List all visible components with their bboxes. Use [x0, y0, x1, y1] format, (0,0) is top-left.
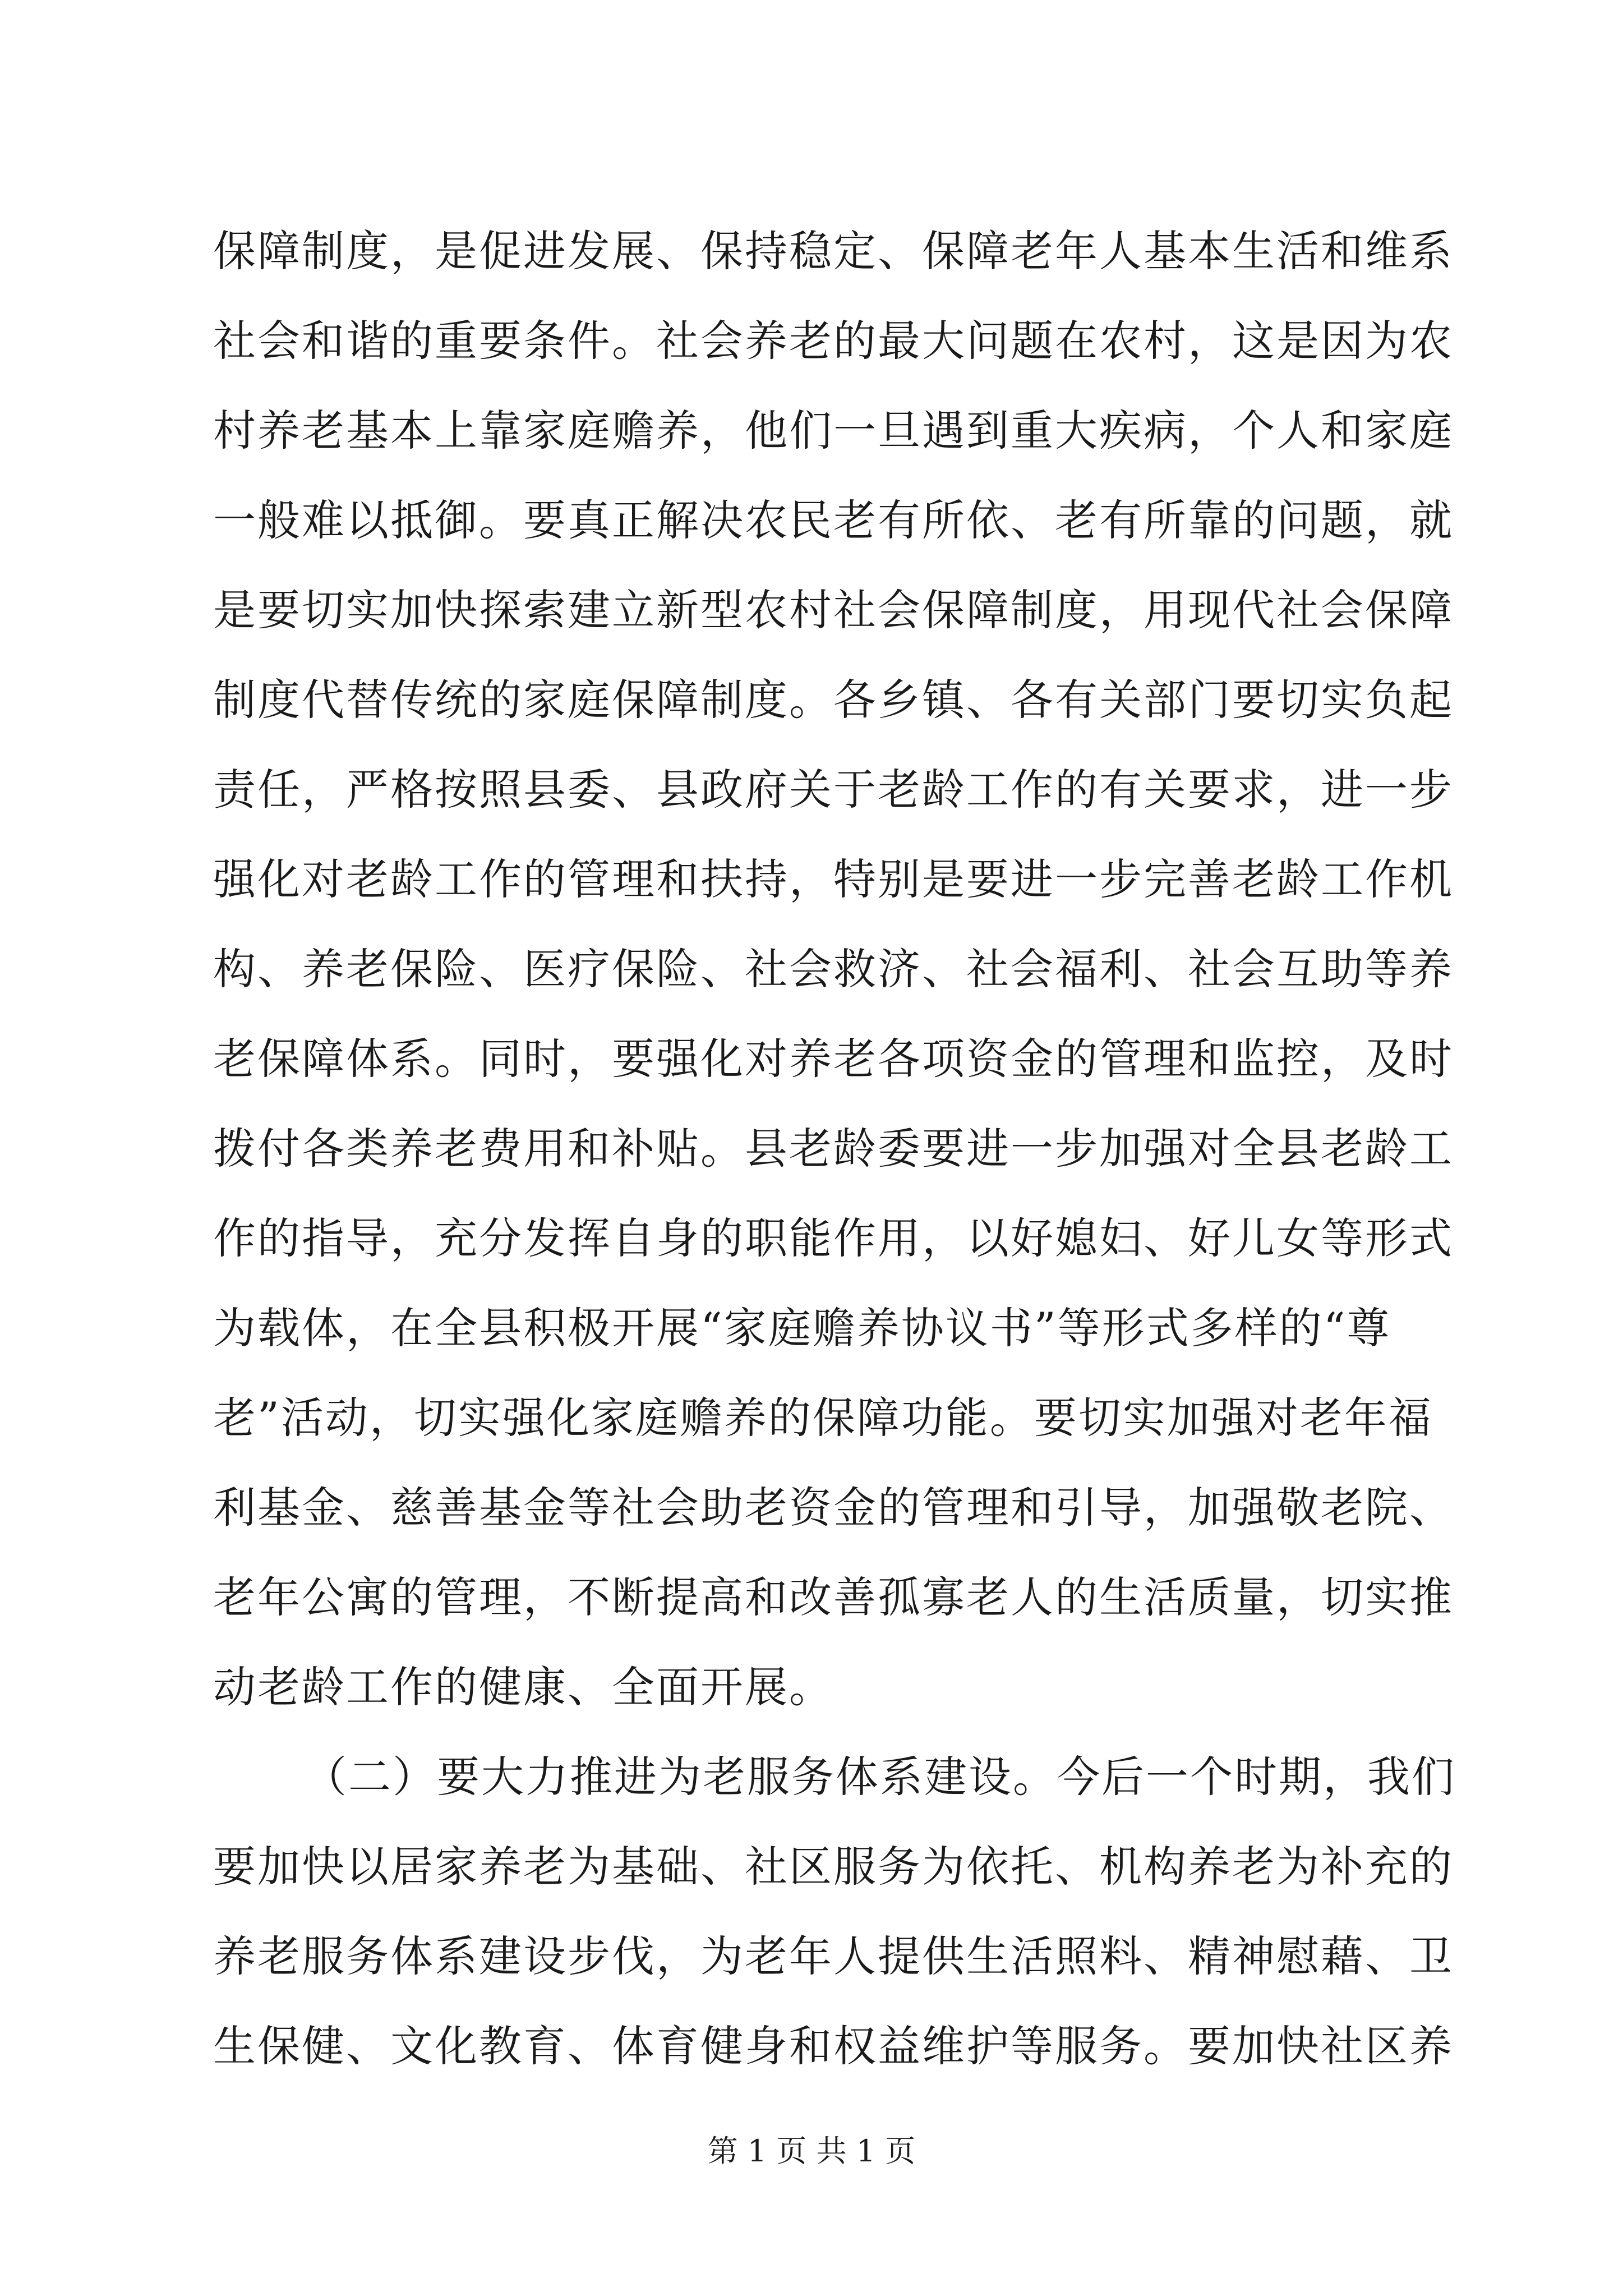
- body-line-1: 保障制度，是促进发展、保持稳定、保障老年人基本生活和维系: [213, 226, 1454, 276]
- body-line-12: 作的指导，充分发挥自身的职能作用，以好媳妇、好儿女等形式: [213, 1213, 1454, 1263]
- body-line-14: 老”活动，切实强化家庭赡养的保障功能。要切实加强对老年福: [213, 1393, 1433, 1443]
- body-line-13: 为载体，在全县积极开展“家庭赡养协议书”等形式多样的“尊: [213, 1303, 1391, 1353]
- body-line-6: 制度代替传统的家庭保障制度。各乡镇、各有关部门要切实负起: [213, 675, 1454, 725]
- body-line-19: 要加快以居家养老为基础、社区服务为依托、机构养老为补充的: [213, 1842, 1454, 1892]
- body-line-17: 动老龄工作的健康、全面开展。: [213, 1662, 833, 1712]
- body-line-7: 责任，严格按照县委、县政府关于老龄工作的有关要求，进一步: [213, 765, 1454, 815]
- body-line-9: 构、养老保险、医疗保险、社会救济、社会福利、社会互助等养: [213, 944, 1454, 994]
- body-line-5: 是要切实加快探索建立新型农村社会保障制度，用现代社会保障: [213, 585, 1454, 635]
- body-line-4: 一般难以抵御。要真正解决农民老有所依、老有所靠的问题，就: [213, 495, 1454, 545]
- page-number-footer: 第 1 页 共 1 页: [707, 2133, 916, 2169]
- body-line-20: 养老服务体系建设步伐，为老年人提供生活照料、精神慰藉、卫: [213, 1931, 1454, 1981]
- body-line-3: 村养老基本上靠家庭赡养，他们一旦遇到重大疾病，个人和家庭: [213, 406, 1454, 455]
- body-line-21: 生保健、文化教育、体育健身和权益维护等服务。要加快社区养: [213, 2021, 1454, 2071]
- body-line-15: 利基金、慈善基金等社会助老资金的管理和引导，加强敬老院、: [213, 1483, 1454, 1533]
- section-heading-line: （二）要大力推进为老服务体系建设。今后一个时期，我们: [304, 1752, 1456, 1802]
- body-line-2: 社会和谐的重要条件。社会养老的最大问题在农村，这是因为农: [213, 316, 1454, 366]
- body-line-8: 强化对老龄工作的管理和扶持，特别是要进一步完善老龄工作机: [213, 854, 1454, 904]
- body-line-10: 老保障体系。同时，要强化对养老各项资金的管理和监控，及时: [213, 1034, 1454, 1084]
- body-line-11: 拨付各类养老费用和补贴。县老龄委要进一步加强对全县老龄工: [213, 1124, 1454, 1174]
- body-line-16: 老年公寓的管理，不断提高和改善孤寡老人的生活质量，切实推: [213, 1572, 1454, 1622]
